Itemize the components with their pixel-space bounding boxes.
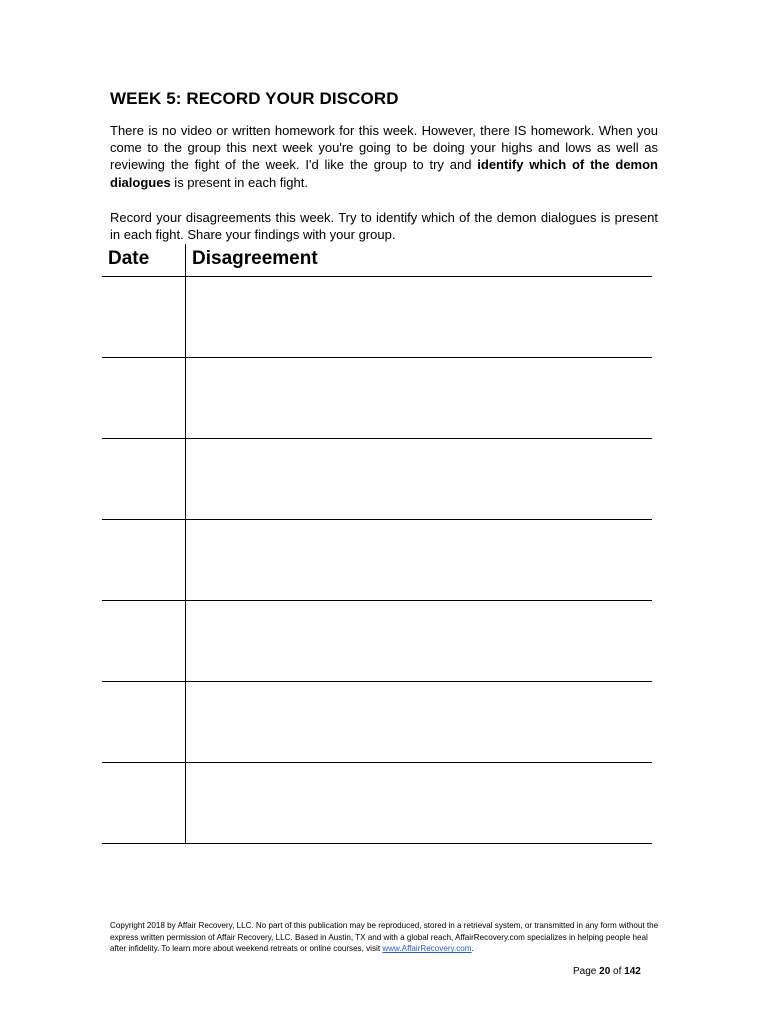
table-row bbox=[102, 439, 652, 520]
copyright-footer bbox=[110, 920, 662, 955]
page-total: 142 bbox=[624, 966, 641, 977]
table-header bbox=[102, 244, 652, 277]
disagreement-cell[interactable] bbox=[186, 763, 652, 843]
page-title: WEEK 5: RECORD YOUR DISCORD bbox=[110, 89, 399, 108]
copyright-text: Copyright 2018 by Affair Recovery, LLC. No part of this publication may be reproduced, stored in a retrieval system, or transmitted in any form without the express written permission of Affair Recovery, LLC. Based in Austin, TX and with a global reach, AffairRecovery.com specializes in helping people heal after infidelity. To learn more about weekend retreats or online courses, visit bbox=[110, 921, 659, 954]
table-row bbox=[102, 277, 652, 358]
disagreement-cell[interactable] bbox=[186, 358, 652, 438]
page-number bbox=[573, 966, 641, 977]
table-row bbox=[102, 358, 652, 439]
date-cell[interactable] bbox=[102, 358, 186, 438]
website-link[interactable]: www.AffairRecovery.com bbox=[382, 944, 472, 954]
page-prefix: Page bbox=[573, 966, 600, 977]
page-separator: of bbox=[610, 966, 625, 977]
disagreement-cell[interactable] bbox=[186, 439, 652, 519]
intro-paragraph bbox=[110, 122, 658, 191]
table-row bbox=[102, 763, 652, 844]
disagreement-cell[interactable] bbox=[186, 277, 652, 357]
date-cell[interactable] bbox=[102, 277, 186, 357]
intro-emphasis: identify which of the demon dialogues bbox=[110, 157, 658, 190]
intro-text: There is no video or written homework for this week. However, there IS homework. When you come to the group this next week you're going to be doing your highs and lows as well as reviewing the fight of the week. I'd like the group to try and bbox=[110, 123, 658, 173]
disagreement-column-header: Disagreement bbox=[192, 248, 318, 269]
date-cell[interactable] bbox=[102, 682, 186, 762]
disagreement-cell[interactable] bbox=[186, 520, 652, 600]
date-cell[interactable] bbox=[102, 439, 186, 519]
date-cell[interactable] bbox=[102, 520, 186, 600]
page-current: 20 bbox=[599, 966, 611, 977]
disagreement-cell[interactable] bbox=[186, 601, 652, 681]
table-row bbox=[102, 601, 652, 682]
table-row bbox=[102, 520, 652, 601]
table-row bbox=[102, 682, 652, 763]
instructions-paragraph: Record your disagreements this week. Try to identify which of the demon dialogues is present in each fight. Share your findings with your group. bbox=[110, 210, 658, 243]
disagreement-cell[interactable] bbox=[186, 682, 652, 762]
copyright-end: . bbox=[471, 944, 474, 954]
date-cell[interactable] bbox=[102, 601, 186, 681]
intro-text-end: is present in each fight. bbox=[170, 174, 308, 190]
date-cell[interactable] bbox=[102, 763, 186, 843]
date-column-header: Date bbox=[102, 244, 186, 276]
disagreement-table bbox=[102, 244, 652, 844]
